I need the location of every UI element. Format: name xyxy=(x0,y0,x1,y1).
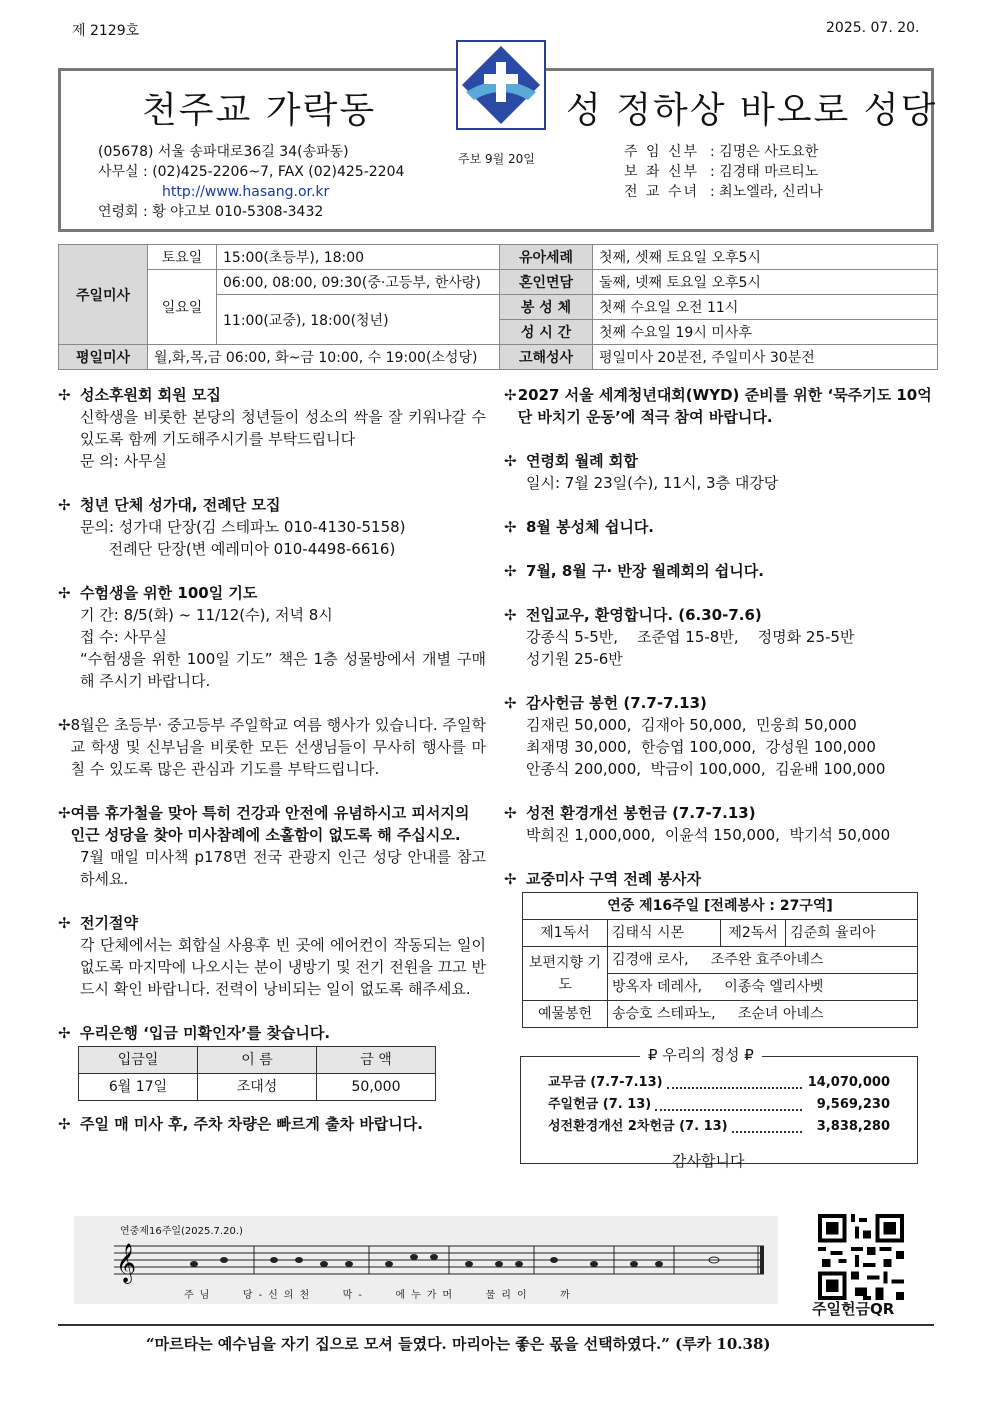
offering-title: ₽ 우리의 정성 ₽ xyxy=(640,1044,762,1065)
notice-item: ✢ 교중미사 구역 전례 봉사자 연중 제16주일 [전례봉사 : 27구역] 제1독서 김태식 시몬 제2독서 김준희 율리아 보편지향 기도 김경애 로사, 조주완 효주아녜스 방옥자 데레사, 이종숙 엘리사벳 예물봉헌 송승호 스테파노, 조순녀 아녜스 xyxy=(504,868,934,1028)
cross-icon: ✢ xyxy=(504,562,517,580)
diocese-title: 천주교 가락동 xyxy=(142,90,377,131)
cross-icon: ✢ xyxy=(504,694,517,712)
schedule-value: 첫째 수요일 오전 11시 xyxy=(593,295,938,320)
notice-item: ✢ 감사헌금 봉헌 (7.7-7.13) 김재린 50,000, 김재아 50,000, 민웅희 50,000 최재명 30,000, 한승엽 100,000, 강성원 100,000 안종식 200,000, 박금이 100,000, 김윤배 100,000 xyxy=(504,694,886,778)
table-row: 예물봉헌 송승호 스테파노, 조순녀 아녜스 xyxy=(523,1001,918,1028)
schedule-label: 봉 성 체 xyxy=(500,295,593,320)
gospel-quote: “마르타는 예수님을 자기 집으로 모셔 들였다. 마리아는 좋은 몫을 선택하였다.” (루카 10.38) xyxy=(146,1335,771,1353)
notice-item: ✢ 성전 환경개선 봉헌금 (7.7-7.13) 박희진 1,000,000, 이윤석 150,000, 박기석 50,000 xyxy=(504,804,891,844)
schedule-value: 둘째, 넷째 토요일 오후5시 xyxy=(593,270,938,295)
table-row: 방옥자 데레사, 이종숙 엘리사벳 xyxy=(523,974,918,1001)
weekday-mass-label: 평일미사 xyxy=(59,345,148,370)
notice-item: ✢ 청년 단체 성가대, 전례단 모집 문의: 성가대 단장(김 스테파노 010-4130-5158) 전례단 단장(변 예레미아 010-4498-6616) xyxy=(58,496,406,558)
table-header: 입금일 xyxy=(79,1047,198,1074)
table-row: 6월 17일 조대성 50,000 xyxy=(79,1074,436,1101)
staff-list xyxy=(624,142,823,202)
mass-schedule-table xyxy=(58,244,938,370)
funeral-contact: 연령회 : 황 야고보 010-5308-3432 xyxy=(98,204,324,220)
schedule-value: 첫째, 셋째 토요일 오후5시 xyxy=(593,245,938,270)
svg-text:𝄞: 𝄞 xyxy=(116,1243,137,1283)
table-header: 이 름 xyxy=(198,1047,317,1074)
schedule-label: 유아세례 xyxy=(500,245,593,270)
staff-item: 주 임 신부 : 김명은 사도요한 xyxy=(624,144,819,160)
cross-icon: ✢ xyxy=(58,496,71,514)
offering-list xyxy=(548,1072,890,1138)
website-link[interactable]: http://www.hasang.or.kr xyxy=(162,184,330,200)
address-line: (05678) 서울 송파대로36길 34(송파동) xyxy=(98,144,349,160)
notice-item: ✢ 여름 휴가철을 맞아 특히 건강과 안전에 유념하시고 피서지의 인근 성당을 찾아 미사참례에 소홀함이 없도록 해 주십시오. 7월 매일 미사책 p178면 전국 관광지 인근 성당 안내를 참고하세요. xyxy=(58,804,486,888)
notice-item: ✢ 8월 봉성체 쉽니다. xyxy=(504,518,655,536)
thanks-text: 감사합니다 xyxy=(672,1152,745,1170)
parking-notice: ✢ 주일 매 미사 후, 주차 차량은 빠르게 출차 바랍니다. xyxy=(58,1115,423,1133)
music-staff-icon xyxy=(114,1236,774,1284)
notice-item: ✢ 8월은 초등부· 중고등부 주일학교 여름 행사가 있습니다. 주일학교 학생 및 신부님을 비롯한 모든 선생님들이 무사히 행사를 마칠 수 있도록 많은 관심과 기도를 부탁드립니다. xyxy=(58,716,486,778)
cross-icon: ✢ xyxy=(58,386,71,404)
weekday-time: 월,화,목,금 06:00, 화~금 10:00, 수 19:00(소성당) xyxy=(148,345,500,370)
notice-item: ✢ 수험생을 위한 100일 기도 기 간: 8/5(화) ~ 11/12(수), 저녁 8시 접 수: 사무실 “수험생을 위한 100일 기도” 책은 1층 성물방에서 개별 구매해 주시기 바랍니다. xyxy=(58,584,486,690)
schedule-label: 고해성사 xyxy=(500,345,593,370)
cross-icon: ✢ xyxy=(504,452,517,470)
issue-date: 2025. 07. 20. xyxy=(826,20,920,36)
cross-icon: ✢ xyxy=(58,716,71,734)
notice-item: ✢ 7월, 8월 구· 반장 월례회의 쉽니다. xyxy=(504,562,764,580)
cross-icon: ✢ xyxy=(58,1024,71,1042)
schedule-label: 성 시 간 xyxy=(500,320,593,345)
saturday-label: 토요일 xyxy=(148,245,217,270)
notice-item: ✢ 우리은행 ‘입금 미확인자’를 찾습니다. 입금일 이 름 금 액 6월 17일 조대성 50,000 xyxy=(58,1022,486,1101)
schedule-label: 혼인면담 xyxy=(500,270,593,295)
liturgy-service-table xyxy=(522,892,918,1028)
cross-icon: ✢ xyxy=(504,804,517,822)
unconfirmed-deposit-table xyxy=(78,1046,436,1101)
address-block xyxy=(98,142,404,222)
office-phone: 사무실 : (02)425-2206~7, FAX (02)425-2204 xyxy=(98,164,405,180)
cross-icon: ✢ xyxy=(58,914,71,932)
staff-item: 보 좌 신부 : 김경태 마르티노 xyxy=(624,164,819,180)
offering-row: 교무금 (7.7-7.13) 14,070,000 xyxy=(548,1072,890,1094)
qr-code-icon[interactable] xyxy=(818,1214,904,1300)
notice-item: ✢ 성소후원회 회원 모집 신학생을 비롯한 본당의 청년들이 성소의 싹을 잘 키워나갈 수 있도록 함께 기도해주시기를 부탁드립니다 문 의: 사무실 xyxy=(58,386,486,470)
table-row: 제1독서 김태식 시몬 제2독서 김준희 율리아 xyxy=(523,920,918,947)
cross-icon: ✢ xyxy=(504,870,517,888)
offering-row: 주일헌금 (7. 13) 9,569,230 xyxy=(548,1094,890,1116)
qr-label: 주일헌금QR xyxy=(812,1300,895,1318)
notice-item: ✢ 연령회 월례 회합 일시: 7월 23일(수), 11시, 3층 대강당 xyxy=(504,452,779,492)
music-score xyxy=(74,1216,778,1304)
sunday-label: 일요일 xyxy=(148,270,217,345)
table-header: 금 액 xyxy=(317,1047,436,1074)
sunday-time-2: 11:00(교중), 18:00(청년) xyxy=(217,295,500,345)
schedule-value: 평일미사 20분전, 주일미사 30분전 xyxy=(593,345,938,370)
sunday-time-1: 06:00, 08:00, 09:30(중·고등부, 한사랑) xyxy=(217,270,500,295)
notice-item: ✢ 2027 서울 세계청년대회(WYD) 준비를 위한 ‘묵주기도 10억단 바치기 운동’에 적극 참여 바랍니다. xyxy=(504,386,932,426)
right-column xyxy=(504,384,934,1050)
cross-icon: ✢ xyxy=(504,606,517,624)
notice-item: ✢ 전입교우, 환영합니다. (6.30-7.6) 강종식 5-5반, 조준엽 15-8반, 정명화 25-5반 성기원 25-6반 xyxy=(504,606,855,668)
cross-icon: ✢ xyxy=(58,804,71,822)
cross-icon: ✢ xyxy=(504,518,517,536)
notice-item: ✢ 전기절약 각 단체에서는 회합실 사용후 빈 곳에 에어컨이 작동되는 일이 없도록 마지막에 나오시는 분이 냉방기 및 전기 전원을 끄고 반드시 확인 바랍니다. 전력이 낭비되는 일이 없도록 해주세요. xyxy=(58,914,486,998)
staff-item: 전 교 수녀 : 최노엘라, 신리나 xyxy=(624,184,823,200)
score-title: 연중제16주일(2025.7.20.) xyxy=(120,1226,243,1237)
service-header: 연중 제16주일 [전례봉사 : 27구역] xyxy=(523,893,918,920)
parish-logo-icon xyxy=(456,40,546,130)
sunday-mass-label: 주일미사 xyxy=(59,245,148,345)
score-lyrics: 주님 당-신의천 막- 에누가머 물리이 까 xyxy=(184,1290,576,1301)
cross-icon: ✢ xyxy=(504,386,517,404)
saturday-time: 15:00(초등부), 18:00 xyxy=(217,245,500,270)
weekly-label: 주보 9월 20일 xyxy=(458,152,535,166)
parish-title: 성 정하상 바오로 성당 xyxy=(566,90,938,131)
left-column xyxy=(58,384,486,1135)
offering-row: 성전환경개선 2차헌금 (7. 13) 3,838,280 xyxy=(548,1116,890,1138)
cross-icon: ✢ xyxy=(58,584,71,602)
cross-icon: ✢ xyxy=(58,1115,71,1133)
divider xyxy=(58,1324,934,1326)
issue-number: 제 2129호 xyxy=(72,23,140,39)
schedule-value: 첫째 수요일 19시 미사후 xyxy=(593,320,938,345)
table-row: 보편지향 기도 김경애 로사, 조주완 효주아녜스 xyxy=(523,947,918,974)
